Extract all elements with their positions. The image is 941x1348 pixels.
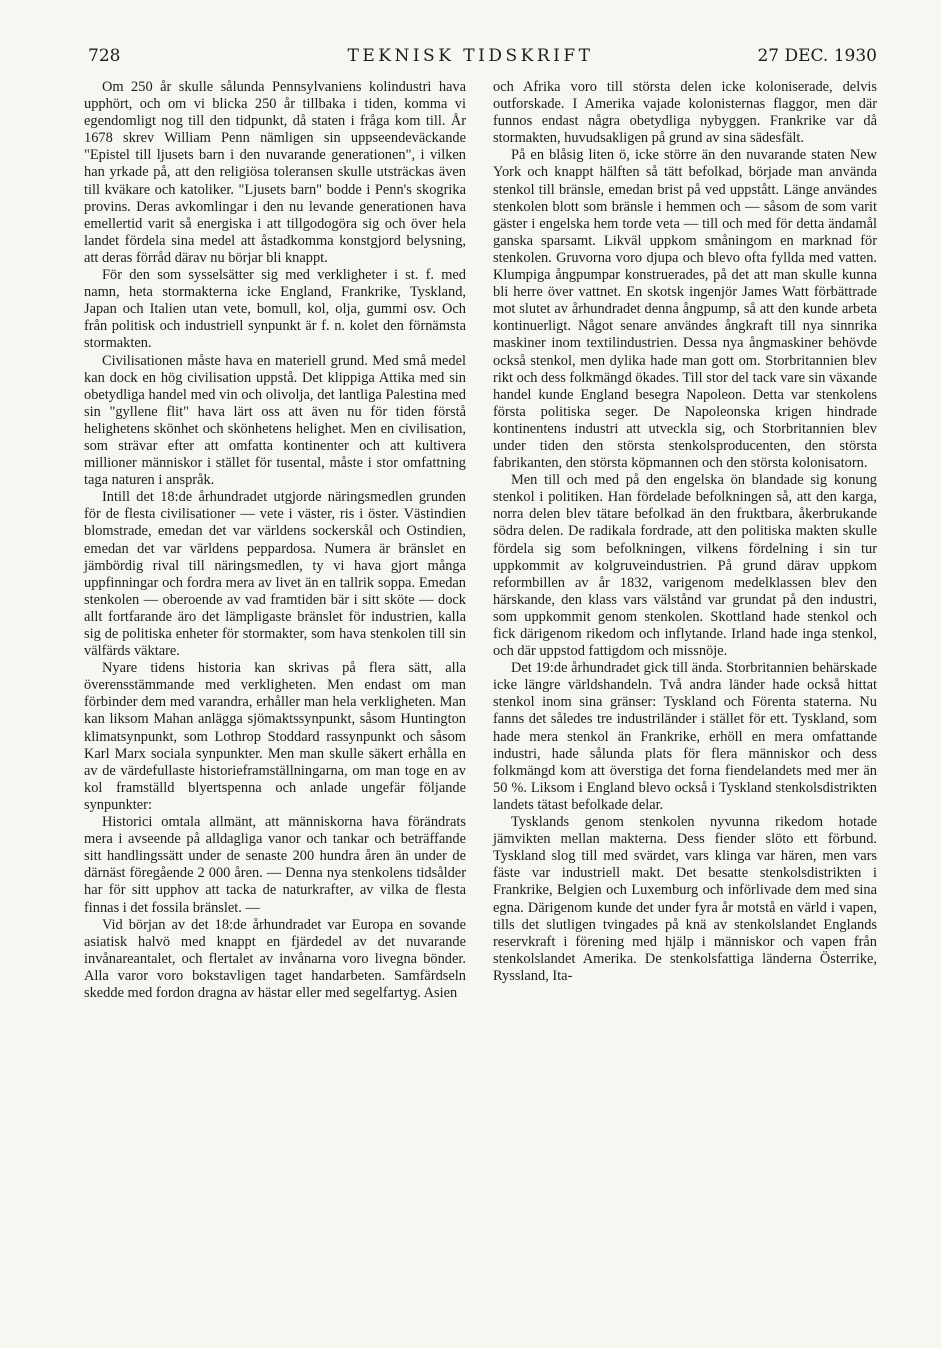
paragraph: Det 19:de århundradet gick till ända. Storbritannien behärskade icke längre världshandeln. Två andra länder hade också hittat stenkol inom sina gränser: Tyskland och Förenta staterna. Nu fanns det således tre industriländer i stället för ett. Tyskland, som hade mera stenkol än Frankrike, erhöll en mera omfattande industri, hade sålunda plats för flera människor och dess folkmängd kom att överstiga det forna fiendelandets med mer än 50 %. Liksom i England blevo också i Tyskland stenkolsdistrikten landets tätast befolkade delar. [493,660,877,813]
paragraph: På en blåsig liten ö, icke större än den nuvarande staten New York och knappt hälften så tätt befolkad, började man använda stenkol till bränsle, emedan brist på ved uppstått. Länge användes stenkolen blott som bränsle i hemmen och — såsom de som varit gäster i engelska hem torde veta — till och med för detta ändamål ganska sparsamt. Likväl uppkom småningom en marknad för stenkolen. Gruvorna voro djupa och blevo ofta fyllda med vatten. Klumpiga ångpumpar konstruerades, på det att man skulle kunna bli herre över vattnet. En skotsk ingenjör James Watt förbättrade mot slutet av århundradet denna ångpump, så att den kunde arbeta kontinuerligt. Något senare användes ångkraft till nya sinnrika maskiner inom textilindustrien. Dessa nya ångmaskiner behövde också stenkol, men dylika hade man gott om. Storbritannien blev rikt och dess folkmängd ökades. Till stor del tack vare sin växande handel kunde England besegra Napoleon. Detta var stenkolens första politiska seger. De Napoleonska krigen hindrade kontinentens industri att utveckla sig, och Storbritannien blev under tiden den största stenkolsproducenten, den största fabrikanten, den största köpmannen och den största kolonisatorn. [493,147,877,472]
left-column [84,79,466,1002]
right-column [493,79,877,985]
paragraph: Nyare tidens historia kan skrivas på flera sätt, alla överensstämmande med verkligheten. Men endast om man förbinder dem med varandra, erhåller man hela verkligheten. Man kan liksom Mahan anlägga sjömaktssynpunkt, såsom Huntington klimatsynpunkt, som Lothrop Stoddard rassynpunkt och såsom Karl Marx sociala synpunkter. Men man skulle säkert erhålla en av de värdefullaste historieframställningarna, om man toge en av kol framställd blyertspenna och anlade ungefär följande synpunkter: [84,660,466,813]
page-header [0,46,941,74]
journal-title: TEKNISK TIDSKRIFT [347,46,594,66]
issue-date: 27 DEC. 1930 [757,46,877,66]
paragraph: och Afrika voro till största delen icke koloniserade, delvis outforskade. I Amerika vajade kolonisternas flaggor, men där funnos endast några obetydliga nybyggen. Frankrike var då stormakten, huvudsakligen på grund av sina sädesfält. [493,79,877,147]
page-number: 728 [88,46,121,66]
paragraph: Civilisationen måste hava en materiell grund. Med små medel kan dock en hög civilisation uppstå. Det klippiga Attika med sin obetydliga handel med vin och olivolja, det lantliga Palestina med sin "gyllene flit" hava lärt oss att även nu för tiden förstå helighetens skönhet och skönhetens helighet. Men en civilisation, som strävar efter att omfatta kontinenter och att kultivera millioner människor i stället för tusental, måste i stor omfattning taga naturen i anspråk. [84,352,466,489]
paragraph: Men till och med på den engelska ön blandade sig konung stenkol i politiken. Han fördelade befolkningen så, att den karga, norra delen blev tätare befolkad än den fruktbara, åkerbrukande södra delen. De radikala fordrade, att den politiska makten skulle fördela sig som befolkningen, vilkens fördelning i sin tur uppkommit av kolgruveindustrien. På grund därav uppkom reformbillen av år 1832, varigenom medelklassen blev den härskande, den klass vars välstånd var grundat på den industri, som uppkommit genom stenkolen. Skottland hade stenkol och fick därigenom rikedom och inflytande. Irland hade inga stenkol, och där uppstod fattigdom och missnöje. [493,472,877,660]
paragraph: Om 250 år skulle sålunda Pennsylvaniens kolindustri hava upphört, och om vi blicka 250 år tillbaka i tiden, komma vi egendomligt nog till den tidpunkt, då staten i fråga kom till. År 1678 skrev William Penn nämligen sin uppseendeväckande "Epistel till ljusets barn i den nuvarande generationen", i vilken han yrkade på, att den religiösa toleransen skulle utsträckas även till kväkare och katoliker. "Ljusets barn" bodde i Penn's skogrika provins. Deras avkomlingar i den nu levande generationen hava emellertid varit så energiska i att tillgodogöra sig och över hela landet fördela sina medel att åstadkomma konstgjord belysning, att deras förråd därav nu börjar bli knappt. [84,79,466,266]
paragraph: Historici omtala allmänt, att människorna hava förändrats mera i avseende på alldagliga vanor och tankar och beträffande sitt handlingssätt under de senaste 200 hundra åren än under de därnäst föregående 2 000 åren. — Denna nya stenkolens tidsålder har för sitt upphov att tacka de naturkrafter, av vilka de flesta finnas i det fossila bränslet. — [84,814,466,916]
paragraph: För den som sysselsätter sig med verkligheter i st. f. med namn, heta stormakterna icke England, Frankrike, Tyskland, Japan och Italien utan vete, bomull, kol, olja, gummi osv. Och från politisk och industriell synpunkt är f. n. kolet den förnämsta stormakten. [84,267,466,352]
paragraph: Intill det 18:de århundradet utgjorde näringsmedlen grunden för de flesta civilisationer — vete i väster, ris i öster. Västindien blomstrade, emedan det var världens sockerskål och Ostindien, emedan det var världens peppardosa. Numera är bränslet en jämbördig rival till näringsmedlen, ty vi hava gjort många uppfinningar och fordra mera av livet än en tallrik soppa. Emedan stenkolen — oberoende av vad framtiden bär i sitt sköte — dock allt fortfarande äro det lämpligaste bränslet för industrien, kalla sig de politiska enheter för stormakter, som hava stenkolen till sin välfärds väktare. [84,489,466,660]
paragraph: Tysklands genom stenkolen nyvunna rikedom hotade jämvikten mellan makterna. Dess fiender slöto ett förbund. Tyskland slog till med svärdet, vars klinga var hären, men vars fäste var industriell makt. Det besatte stenkolsdistrikten i Frankrike, Belgien och Luxemburg och införlivade dem med sina egna. Därigenom kunde det under fyra år motstå en värld i vapen, tills det slutligen tvingades på knä av stenkolslandet Englands reservkraft i förening med hjälp i människor och vapen från stenkolslandet Amerika. De stenkolsfattiga länderna Österrike, Ryssland, Ita- [493,814,877,984]
paragraph: Vid början av det 18:de århundradet var Europa en sovande asiatisk halvö med knappt en fjärdedel av det nuvarande invånareantalet, och flertalet av invånarna voro livegna bönder. Alla varor voro bokstavligen taget handarbeten. Samfärdseln skedde med fordon dragna av hästar eller med segelfartyg. Asien [84,916,466,1001]
